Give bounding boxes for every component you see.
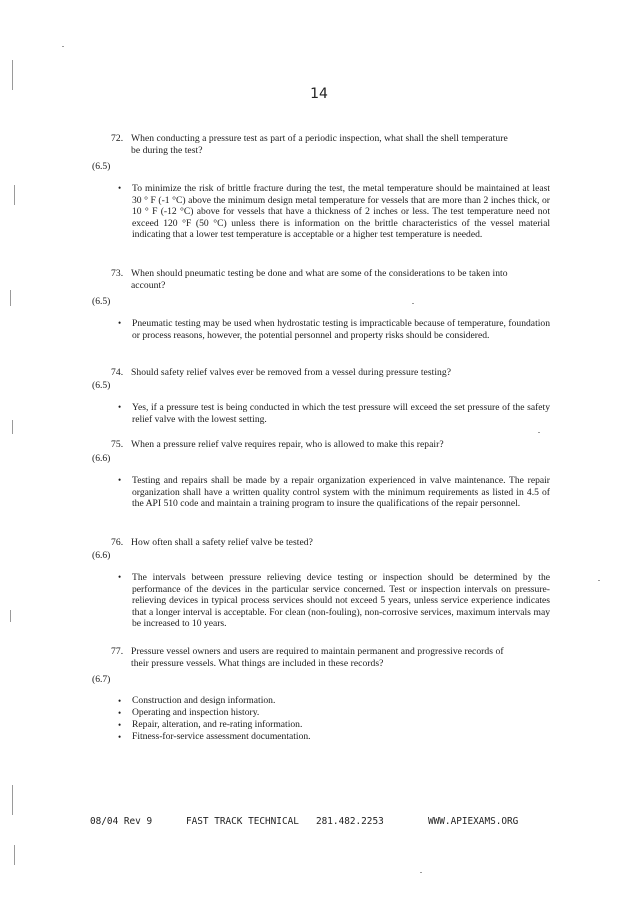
question-number: 75. [111, 439, 124, 450]
answer-text: Pneumatic testing may be used when hydrostatic testing is impracticable because of temperature, foundation or process reasons, however, the potential personnel and property risks should be considered. [132, 318, 550, 341]
answer-text: To minimize the risk of brittle fracture during the test, the metal temperature should be maintained at least 30 ° F (-1 °C) above the minimum design metal temperature for vessels that are more than 2 inches thick, or 10 ° F (-12 °C) above for vessels that have a thickness of 2 inches or less. The test temperature need not exceed 120 °F (50 °C) unless there is information on the brittle characteristics of the vessel material indicating that a lower test temperature is acceptable or a higher test temperature is needed. [132, 183, 550, 241]
answer-76 [118, 572, 550, 630]
list-item-text: Construction and design information. [132, 695, 276, 706]
bullet-icon: • [118, 732, 122, 742]
section-reference: (6.5) [92, 380, 111, 391]
question-76 [111, 537, 551, 549]
answer-74 [118, 402, 550, 425]
question-75 [111, 439, 551, 451]
answer-text: The intervals between pressure relieving device testing or inspection should be determined by the performance of the devices in the particular service concerned. Test or inspection intervals on pressure-relieving devices in typical process services should not exceed 5 years, unless service experience indicates that a longer interval is acceptable. For clean (non-fouling), non-corrosive services, maximum intervals may be increased to 10 years. [132, 572, 550, 630]
question-72 [111, 133, 551, 157]
question-text: Pressure vessel owners and users are required to maintain permanent and progressive records of [131, 646, 504, 657]
question-number: 77. [111, 646, 124, 657]
list-item [118, 707, 518, 719]
question-74 [111, 367, 551, 379]
section-reference: (6.6) [92, 453, 111, 464]
section-reference: (6.7) [92, 674, 111, 685]
footer-company: FAST TRACK TECHNICAL [186, 816, 299, 827]
question-number: 73. [111, 268, 124, 279]
list-item [118, 731, 518, 743]
question-text: When should pneumatic testing be done and what are some of the considerations to be taken into [131, 268, 508, 279]
question-text: Should safety relief valves ever be removed from a vessel during pressure testing? [131, 367, 452, 378]
bullet-icon: • [118, 402, 122, 412]
bullet-icon: • [118, 572, 122, 582]
question-77 [111, 646, 551, 670]
question-text: account? [131, 280, 166, 291]
footer-website[interactable]: WWW.APIEXAMS.ORG [428, 816, 519, 827]
question-number: 76. [111, 537, 124, 548]
answer-text: Testing and repairs shall be made by a repair organization experienced in valve maintenance. The repair organization shall have a written quality control system with the minimum requirements as listed in 4.5 of the API 510 code and maintain a training program to insure the qualifications of the repair personnel. [132, 475, 550, 510]
answer-text: Yes, if a pressure test is being conducted in which the test pressure will exceed the set pressure of the safety relief valve with the lowest setting. [132, 402, 550, 425]
list-item [118, 719, 518, 731]
bullet-icon: • [118, 696, 122, 706]
bullet-icon: • [118, 708, 122, 718]
answer-75 [118, 475, 550, 510]
question-text: their pressure vessels. What things are included in these records? [131, 658, 384, 669]
footer-phone: 281.482.2253 [316, 816, 384, 827]
list-item [118, 695, 518, 707]
list-item-text: Operating and inspection history. [132, 707, 260, 718]
question-text: When conducting a pressure test as part of a periodic inspection, what shall the shell temperature [131, 133, 508, 144]
answer-72 [118, 183, 550, 241]
question-number: 72. [111, 133, 124, 144]
list-item-text: Repair, alteration, and re-rating information. [132, 719, 303, 730]
answer-73 [118, 318, 550, 341]
bullet-icon: • [118, 183, 122, 193]
section-reference: (6.6) [92, 550, 111, 561]
bullet-icon: • [118, 475, 122, 485]
page-number: 14 [310, 86, 328, 102]
footer-revision: 08/04 Rev 9 [90, 816, 153, 827]
bullet-icon: • [118, 720, 122, 730]
list-item-text: Fitness-for-service assessment documentation. [132, 731, 311, 742]
section-reference: (6.5) [92, 296, 111, 307]
question-73 [111, 268, 551, 292]
question-text: When a pressure relief valve requires repair, who is allowed to make this repair? [131, 439, 444, 450]
answer-77-list [118, 695, 518, 743]
question-number: 74. [111, 367, 124, 378]
section-reference: (6.5) [92, 161, 111, 172]
bullet-icon: • [118, 318, 122, 328]
question-text: be during the test? [131, 145, 203, 156]
question-text: How often shall a safety relief valve be tested? [131, 537, 313, 548]
